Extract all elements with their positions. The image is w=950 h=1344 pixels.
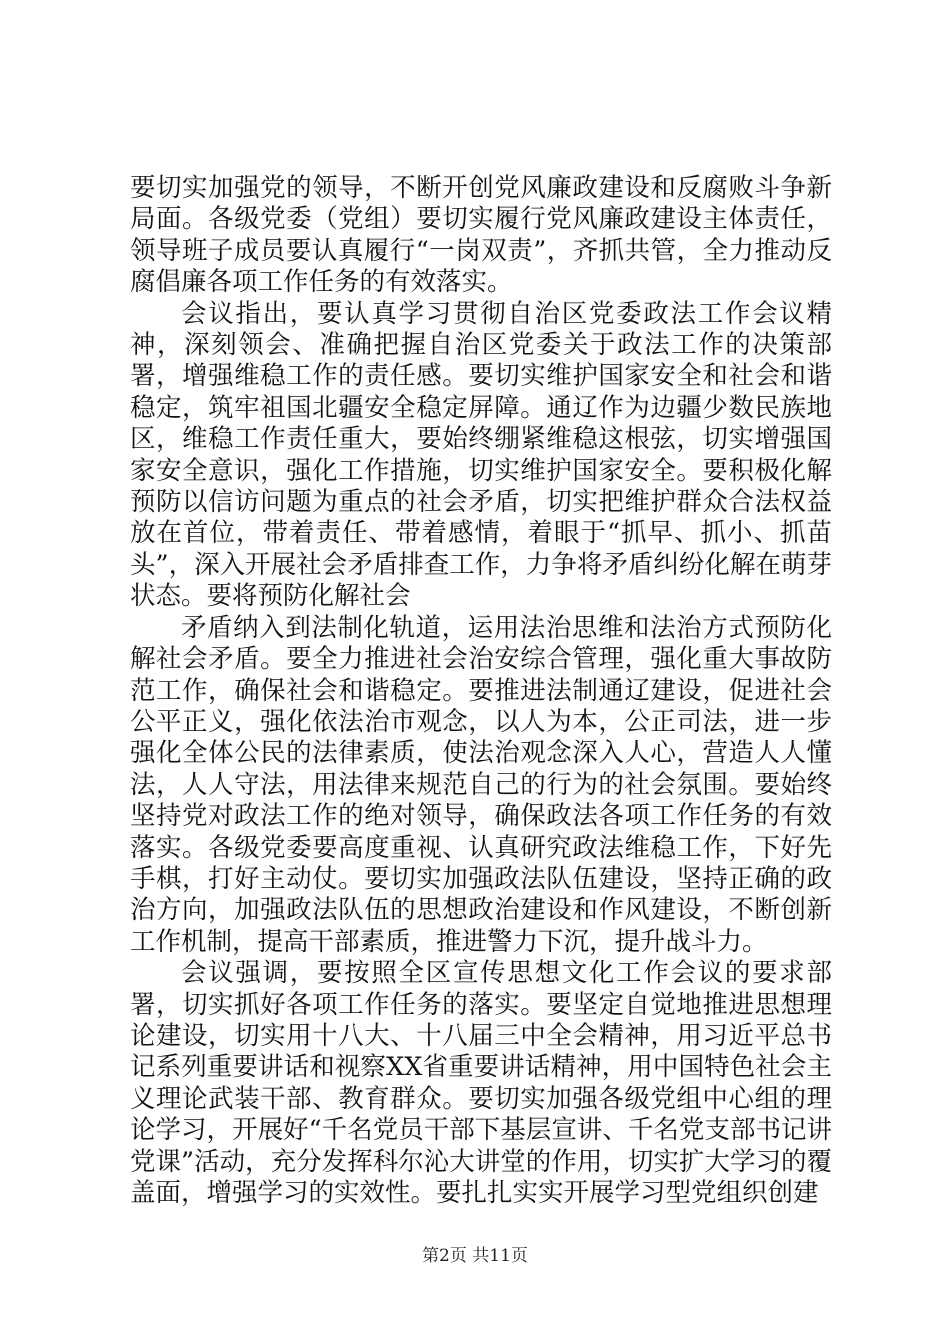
document-body <box>130 173 832 1209</box>
paragraph-3: 矛盾纳入到法制化轨道，运用法治思维和法治方式预防化解社会矛盾。要全力推进社会治安综合管理，强化重大事故防范工作，确保社会和谐稳定。要推进法制通辽建设，促进社会公平正义，强化依法治市观念，以人为本，公正司法，进一步强化全体公民的法律素质，使法治观念深入人心，营造人人懂法，人人守法，用法律来规范自己的行为的社会氛围。要始终坚持党对政法工作的绝对领导，确保政法各项工作任务的有效落实。各级党委要高度重视、认真研究政法维稳工作，下好先手棋，打好主动仗。要切实加强政法队伍建设，坚持正确的政治方向，加强政法队伍的思想政治建设和作风建设，不断创新工作机制，提高干部素质，推进警力下沉，提升战斗力。 <box>130 612 832 957</box>
paragraph-1: 要切实加强党的领导，不断开创党风廉政建设和反腐败斗争新局面。各级党委（党组）要切实履行党风廉政建设主体责任，领导班子成员要认真履行“一岗双责”，齐抓共管，全力推动反腐倡廉各项工作任务的有效落实。 <box>130 173 832 298</box>
page-number-footer: 第2页 共11页 <box>422 1246 528 1266</box>
paragraph-2: 会议指出，要认真学习贯彻自治区党委政法工作会议精神，深刻领会、准确把握自治区党委关于政法工作的决策部署，增强维稳工作的责任感。要切实维护国家安全和社会和谐稳定，筑牢祖国北疆安全稳定屏障。通辽作为边疆少数民族地区，维稳工作责任重大，要始终绷紧维稳这根弦，切实增强国家安全意识，强化工作措施，切实维护国家安全。要积极化解预防以信访问题为重点的社会矛盾，切实把维护群众合法权益放在首位，带着责任、带着感情，着眼于“抓早、抓小、抓苗头”，深入开展社会矛盾排查工作，力争将矛盾纠纷化解在萌芽状态。要将预防化解社会 <box>130 298 832 612</box>
paragraph-4: 会议强调，要按照全区宣传思想文化工作会议的要求部署，切实抓好各项工作任务的落实。要坚定自觉地推进思想理论建设，切实用十八大、十八届三中全会精神，用习近平总书记系列重要讲话和视察XX省重要讲话精神，用中国特色社会主义理论武装干部、教育群众。要切实加强各级党组中心组的理论学习，开展好“千名党员干部下基层宣讲、千名党支部书记讲党课”活动，充分发挥科尔沁大讲堂的作用，切实扩大学习的覆盖面，增强学习的实效性。要扎扎实实开展学习型党组织创建 <box>130 958 832 1208</box>
